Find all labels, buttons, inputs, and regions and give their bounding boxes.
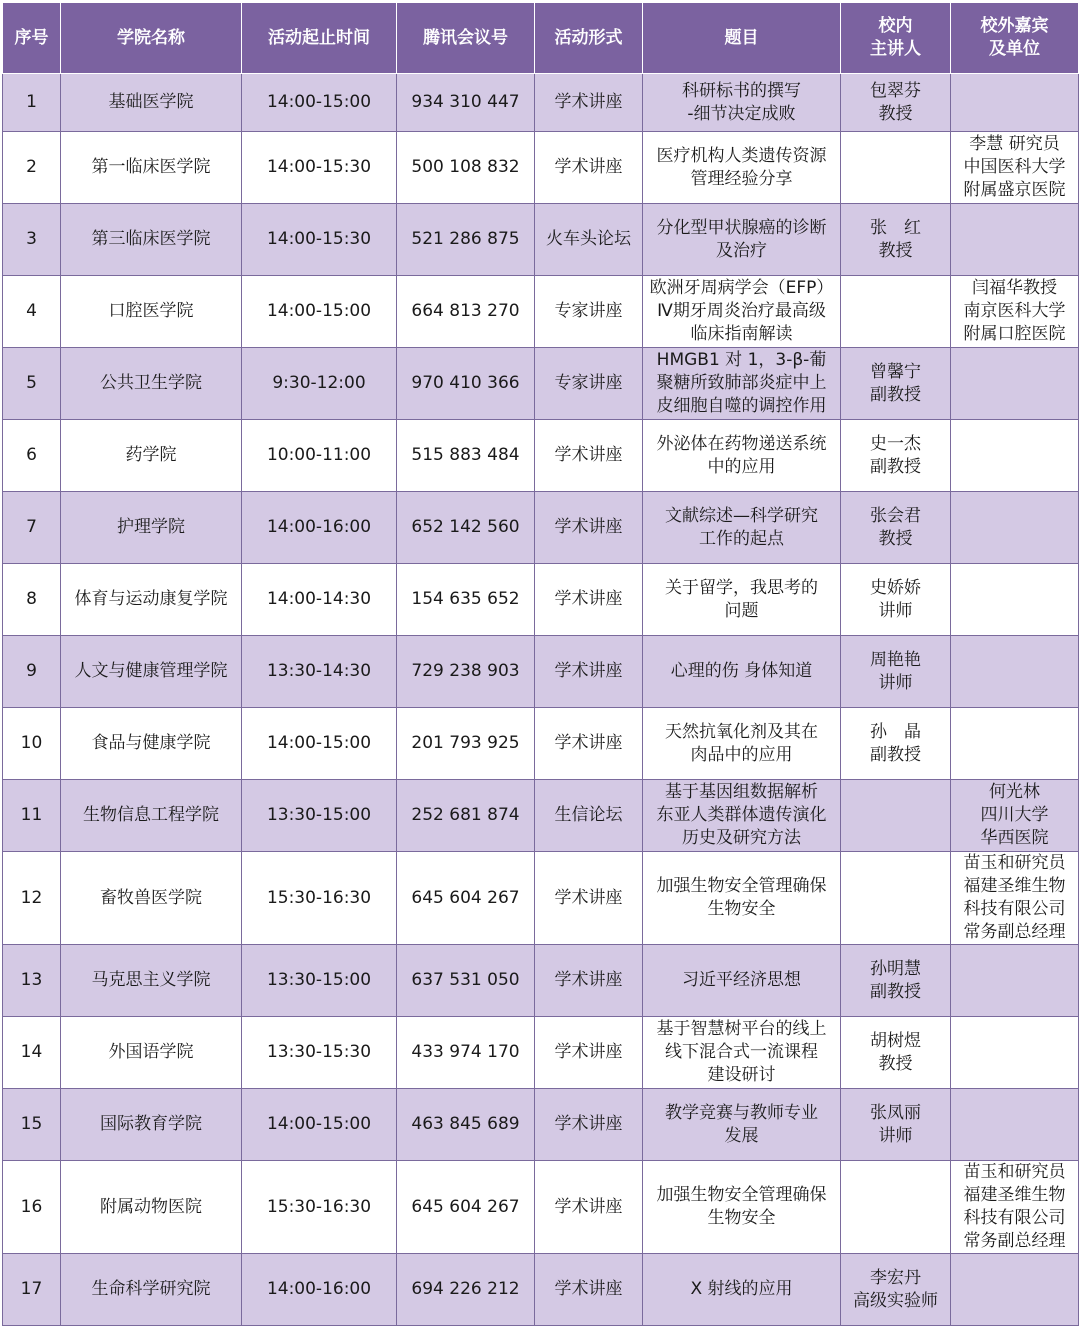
meeting-id-cell: 664 813 270 <box>397 276 535 348</box>
host-speaker-cell: 史一杰 副教授 <box>841 420 951 492</box>
host-speaker-cell <box>841 276 951 348</box>
header-time: 活动起止时间 <box>242 3 397 74</box>
format-cell: 学术讲座 <box>535 852 643 945</box>
table-row <box>3 1161 1079 1254</box>
college-cell: 公共卫生学院 <box>61 348 242 420</box>
time-cell: 15:30-16:30 <box>242 1161 397 1254</box>
guest-cell <box>951 564 1079 636</box>
college-cell: 食品与健康学院 <box>61 708 242 780</box>
table-row <box>3 636 1079 708</box>
college-cell: 外国语学院 <box>61 1017 242 1089</box>
index-cell: 17 <box>3 1254 61 1326</box>
time-cell: 14:00-15:00 <box>242 276 397 348</box>
table-row <box>3 564 1079 636</box>
college-cell: 第一临床医学院 <box>61 132 242 204</box>
topic-cell: 加强生物安全管理确保 生物安全 <box>643 852 841 945</box>
index-cell: 1 <box>3 74 61 132</box>
format-cell: 学术讲座 <box>535 132 643 204</box>
guest-cell: 何光林 四川大学 华西医院 <box>951 780 1079 852</box>
topic-cell: 习近平经济思想 <box>643 945 841 1017</box>
index-cell: 7 <box>3 492 61 564</box>
topic-cell: 文献综述—科学研究 工作的起点 <box>643 492 841 564</box>
topic-cell: 加强生物安全管理确保 生物安全 <box>643 1161 841 1254</box>
table-row <box>3 1254 1079 1326</box>
format-cell: 学术讲座 <box>535 74 643 132</box>
format-cell: 专家讲座 <box>535 348 643 420</box>
college-cell: 第三临床医学院 <box>61 204 242 276</box>
format-cell: 学术讲座 <box>535 564 643 636</box>
index-cell: 6 <box>3 420 61 492</box>
format-cell: 学术讲座 <box>535 1254 643 1326</box>
index-cell: 8 <box>3 564 61 636</box>
table-body <box>3 74 1079 1326</box>
meeting-id-cell: 521 286 875 <box>397 204 535 276</box>
header-format: 活动形式 <box>535 3 643 74</box>
college-cell: 畜牧兽医学院 <box>61 852 242 945</box>
meeting-id-cell: 637 531 050 <box>397 945 535 1017</box>
college-cell: 护理学院 <box>61 492 242 564</box>
topic-cell: 教学竞赛与教师专业 发展 <box>643 1089 841 1161</box>
table-row <box>3 1089 1079 1161</box>
meeting-id-cell: 934 310 447 <box>397 74 535 132</box>
topic-cell: 分化型甲状腺癌的诊断 及治疗 <box>643 204 841 276</box>
topic-cell: 外泌体在药物递送系统 中的应用 <box>643 420 841 492</box>
index-cell: 11 <box>3 780 61 852</box>
topic-cell: 基于智慧树平台的线上 线下混合式一流课程 建设研讨 <box>643 1017 841 1089</box>
host-speaker-cell: 李宏丹 高级实验师 <box>841 1254 951 1326</box>
host-speaker-cell: 孙 晶 副教授 <box>841 708 951 780</box>
format-cell: 学术讲座 <box>535 1017 643 1089</box>
guest-cell <box>951 708 1079 780</box>
guest-cell <box>951 1254 1079 1326</box>
header-college: 学院名称 <box>61 3 242 74</box>
host-speaker-cell: 张凤丽 讲师 <box>841 1089 951 1161</box>
index-cell: 16 <box>3 1161 61 1254</box>
college-cell: 附属动物医院 <box>61 1161 242 1254</box>
topic-cell: 基于基因组数据解析 东亚人类群体遗传演化 历史及研究方法 <box>643 780 841 852</box>
meeting-id-cell: 154 635 652 <box>397 564 535 636</box>
time-cell: 14:00-14:30 <box>242 564 397 636</box>
table-row <box>3 348 1079 420</box>
format-cell: 学术讲座 <box>535 1161 643 1254</box>
meeting-id-cell: 645 604 267 <box>397 852 535 945</box>
topic-cell: 科研标书的撰写 -细节决定成败 <box>643 74 841 132</box>
time-cell: 15:30-16:30 <box>242 852 397 945</box>
meeting-id-cell: 729 238 903 <box>397 636 535 708</box>
topic-cell: 关于留学，我思考的 问题 <box>643 564 841 636</box>
index-cell: 5 <box>3 348 61 420</box>
table-row <box>3 74 1079 132</box>
time-cell: 14:00-16:00 <box>242 1254 397 1326</box>
format-cell: 学术讲座 <box>535 708 643 780</box>
index-cell: 12 <box>3 852 61 945</box>
guest-cell <box>951 945 1079 1017</box>
table-row <box>3 780 1079 852</box>
host-speaker-cell: 周艳艳 讲师 <box>841 636 951 708</box>
format-cell: 生信论坛 <box>535 780 643 852</box>
college-cell: 口腔医学院 <box>61 276 242 348</box>
meeting-id-cell: 652 142 560 <box>397 492 535 564</box>
guest-cell <box>951 492 1079 564</box>
time-cell: 13:30-14:30 <box>242 636 397 708</box>
host-speaker-cell <box>841 132 951 204</box>
topic-cell: 天然抗氧化剂及其在 肉品中的应用 <box>643 708 841 780</box>
meeting-id-cell: 515 883 484 <box>397 420 535 492</box>
time-cell: 9:30-12:00 <box>242 348 397 420</box>
host-speaker-cell: 张 红 教授 <box>841 204 951 276</box>
header-guest: 校外嘉宾 及单位 <box>951 3 1079 74</box>
format-cell: 学术讲座 <box>535 492 643 564</box>
meeting-id-cell: 201 793 925 <box>397 708 535 780</box>
time-cell: 13:30-15:30 <box>242 1017 397 1089</box>
index-cell: 14 <box>3 1017 61 1089</box>
table-header <box>3 3 1079 74</box>
host-speaker-cell: 包翠芬 教授 <box>841 74 951 132</box>
topic-cell: HMGB1 对 1，3-β-葡 聚糖所致肺部炎症中上 皮细胞自噬的调控作用 <box>643 348 841 420</box>
header-index: 序号 <box>3 3 61 74</box>
time-cell: 13:30-15:00 <box>242 945 397 1017</box>
host-speaker-cell <box>841 1161 951 1254</box>
meeting-id-cell: 970 410 366 <box>397 348 535 420</box>
format-cell: 学术讲座 <box>535 420 643 492</box>
time-cell: 10:00-11:00 <box>242 420 397 492</box>
guest-cell <box>951 204 1079 276</box>
table-row <box>3 945 1079 1017</box>
college-cell: 生物信息工程学院 <box>61 780 242 852</box>
time-cell: 14:00-15:00 <box>242 74 397 132</box>
index-cell: 2 <box>3 132 61 204</box>
table-row <box>3 276 1079 348</box>
host-speaker-cell <box>841 780 951 852</box>
guest-cell <box>951 1017 1079 1089</box>
college-cell: 马克思主义学院 <box>61 945 242 1017</box>
table-row <box>3 492 1079 564</box>
topic-cell: 心理的伤 身体知道 <box>643 636 841 708</box>
table-row <box>3 420 1079 492</box>
time-cell: 14:00-16:00 <box>242 492 397 564</box>
header-row <box>3 3 1079 74</box>
time-cell: 13:30-15:00 <box>242 780 397 852</box>
meeting-id-cell: 433 974 170 <box>397 1017 535 1089</box>
meeting-id-cell: 500 108 832 <box>397 132 535 204</box>
meeting-id-cell: 463 845 689 <box>397 1089 535 1161</box>
time-cell: 14:00-15:30 <box>242 132 397 204</box>
table-row <box>3 708 1079 780</box>
header-topic: 题目 <box>643 3 841 74</box>
college-cell: 国际教育学院 <box>61 1089 242 1161</box>
table-row <box>3 204 1079 276</box>
host-speaker-cell: 张会君 教授 <box>841 492 951 564</box>
time-cell: 14:00-15:00 <box>242 708 397 780</box>
format-cell: 火车头论坛 <box>535 204 643 276</box>
header-host-speaker: 校内 主讲人 <box>841 3 951 74</box>
guest-cell: 苗玉和研究员 福建圣维生物 科技有限公司 常务副总经理 <box>951 1161 1079 1254</box>
topic-cell: X 射线的应用 <box>643 1254 841 1326</box>
index-cell: 10 <box>3 708 61 780</box>
meeting-id-cell: 645 604 267 <box>397 1161 535 1254</box>
host-speaker-cell: 史娇娇 讲师 <box>841 564 951 636</box>
host-speaker-cell: 胡树煜 教授 <box>841 1017 951 1089</box>
college-cell: 药学院 <box>61 420 242 492</box>
time-cell: 14:00-15:30 <box>242 204 397 276</box>
college-cell: 体育与运动康复学院 <box>61 564 242 636</box>
host-speaker-cell: 曾馨宁 副教授 <box>841 348 951 420</box>
format-cell: 学术讲座 <box>535 945 643 1017</box>
index-cell: 4 <box>3 276 61 348</box>
college-cell: 基础医学院 <box>61 74 242 132</box>
guest-cell <box>951 74 1079 132</box>
meeting-id-cell: 252 681 874 <box>397 780 535 852</box>
guest-cell <box>951 636 1079 708</box>
meeting-id-cell: 694 226 212 <box>397 1254 535 1326</box>
guest-cell: 闫福华教授 南京医科大学 附属口腔医院 <box>951 276 1079 348</box>
time-cell: 14:00-15:00 <box>242 1089 397 1161</box>
guest-cell: 苗玉和研究员 福建圣维生物 科技有限公司 常务副总经理 <box>951 852 1079 945</box>
guest-cell <box>951 420 1079 492</box>
index-cell: 13 <box>3 945 61 1017</box>
host-speaker-cell <box>841 852 951 945</box>
format-cell: 专家讲座 <box>535 276 643 348</box>
index-cell: 3 <box>3 204 61 276</box>
guest-cell <box>951 348 1079 420</box>
lecture-schedule-table <box>2 2 1079 1326</box>
college-cell: 生命科学研究院 <box>61 1254 242 1326</box>
guest-cell: 李慧 研究员 中国医科大学 附属盛京医院 <box>951 132 1079 204</box>
format-cell: 学术讲座 <box>535 1089 643 1161</box>
index-cell: 9 <box>3 636 61 708</box>
table-row <box>3 132 1079 204</box>
topic-cell: 医疗机构人类遗传资源 管理经验分享 <box>643 132 841 204</box>
format-cell: 学术讲座 <box>535 636 643 708</box>
table-row <box>3 1017 1079 1089</box>
college-cell: 人文与健康管理学院 <box>61 636 242 708</box>
table-row <box>3 852 1079 945</box>
header-meeting-id: 腾讯会议号 <box>397 3 535 74</box>
guest-cell <box>951 1089 1079 1161</box>
index-cell: 15 <box>3 1089 61 1161</box>
topic-cell: 欧洲牙周病学会（EFP） Ⅳ期牙周炎治疗最高级 临床指南解读 <box>643 276 841 348</box>
host-speaker-cell: 孙明慧 副教授 <box>841 945 951 1017</box>
